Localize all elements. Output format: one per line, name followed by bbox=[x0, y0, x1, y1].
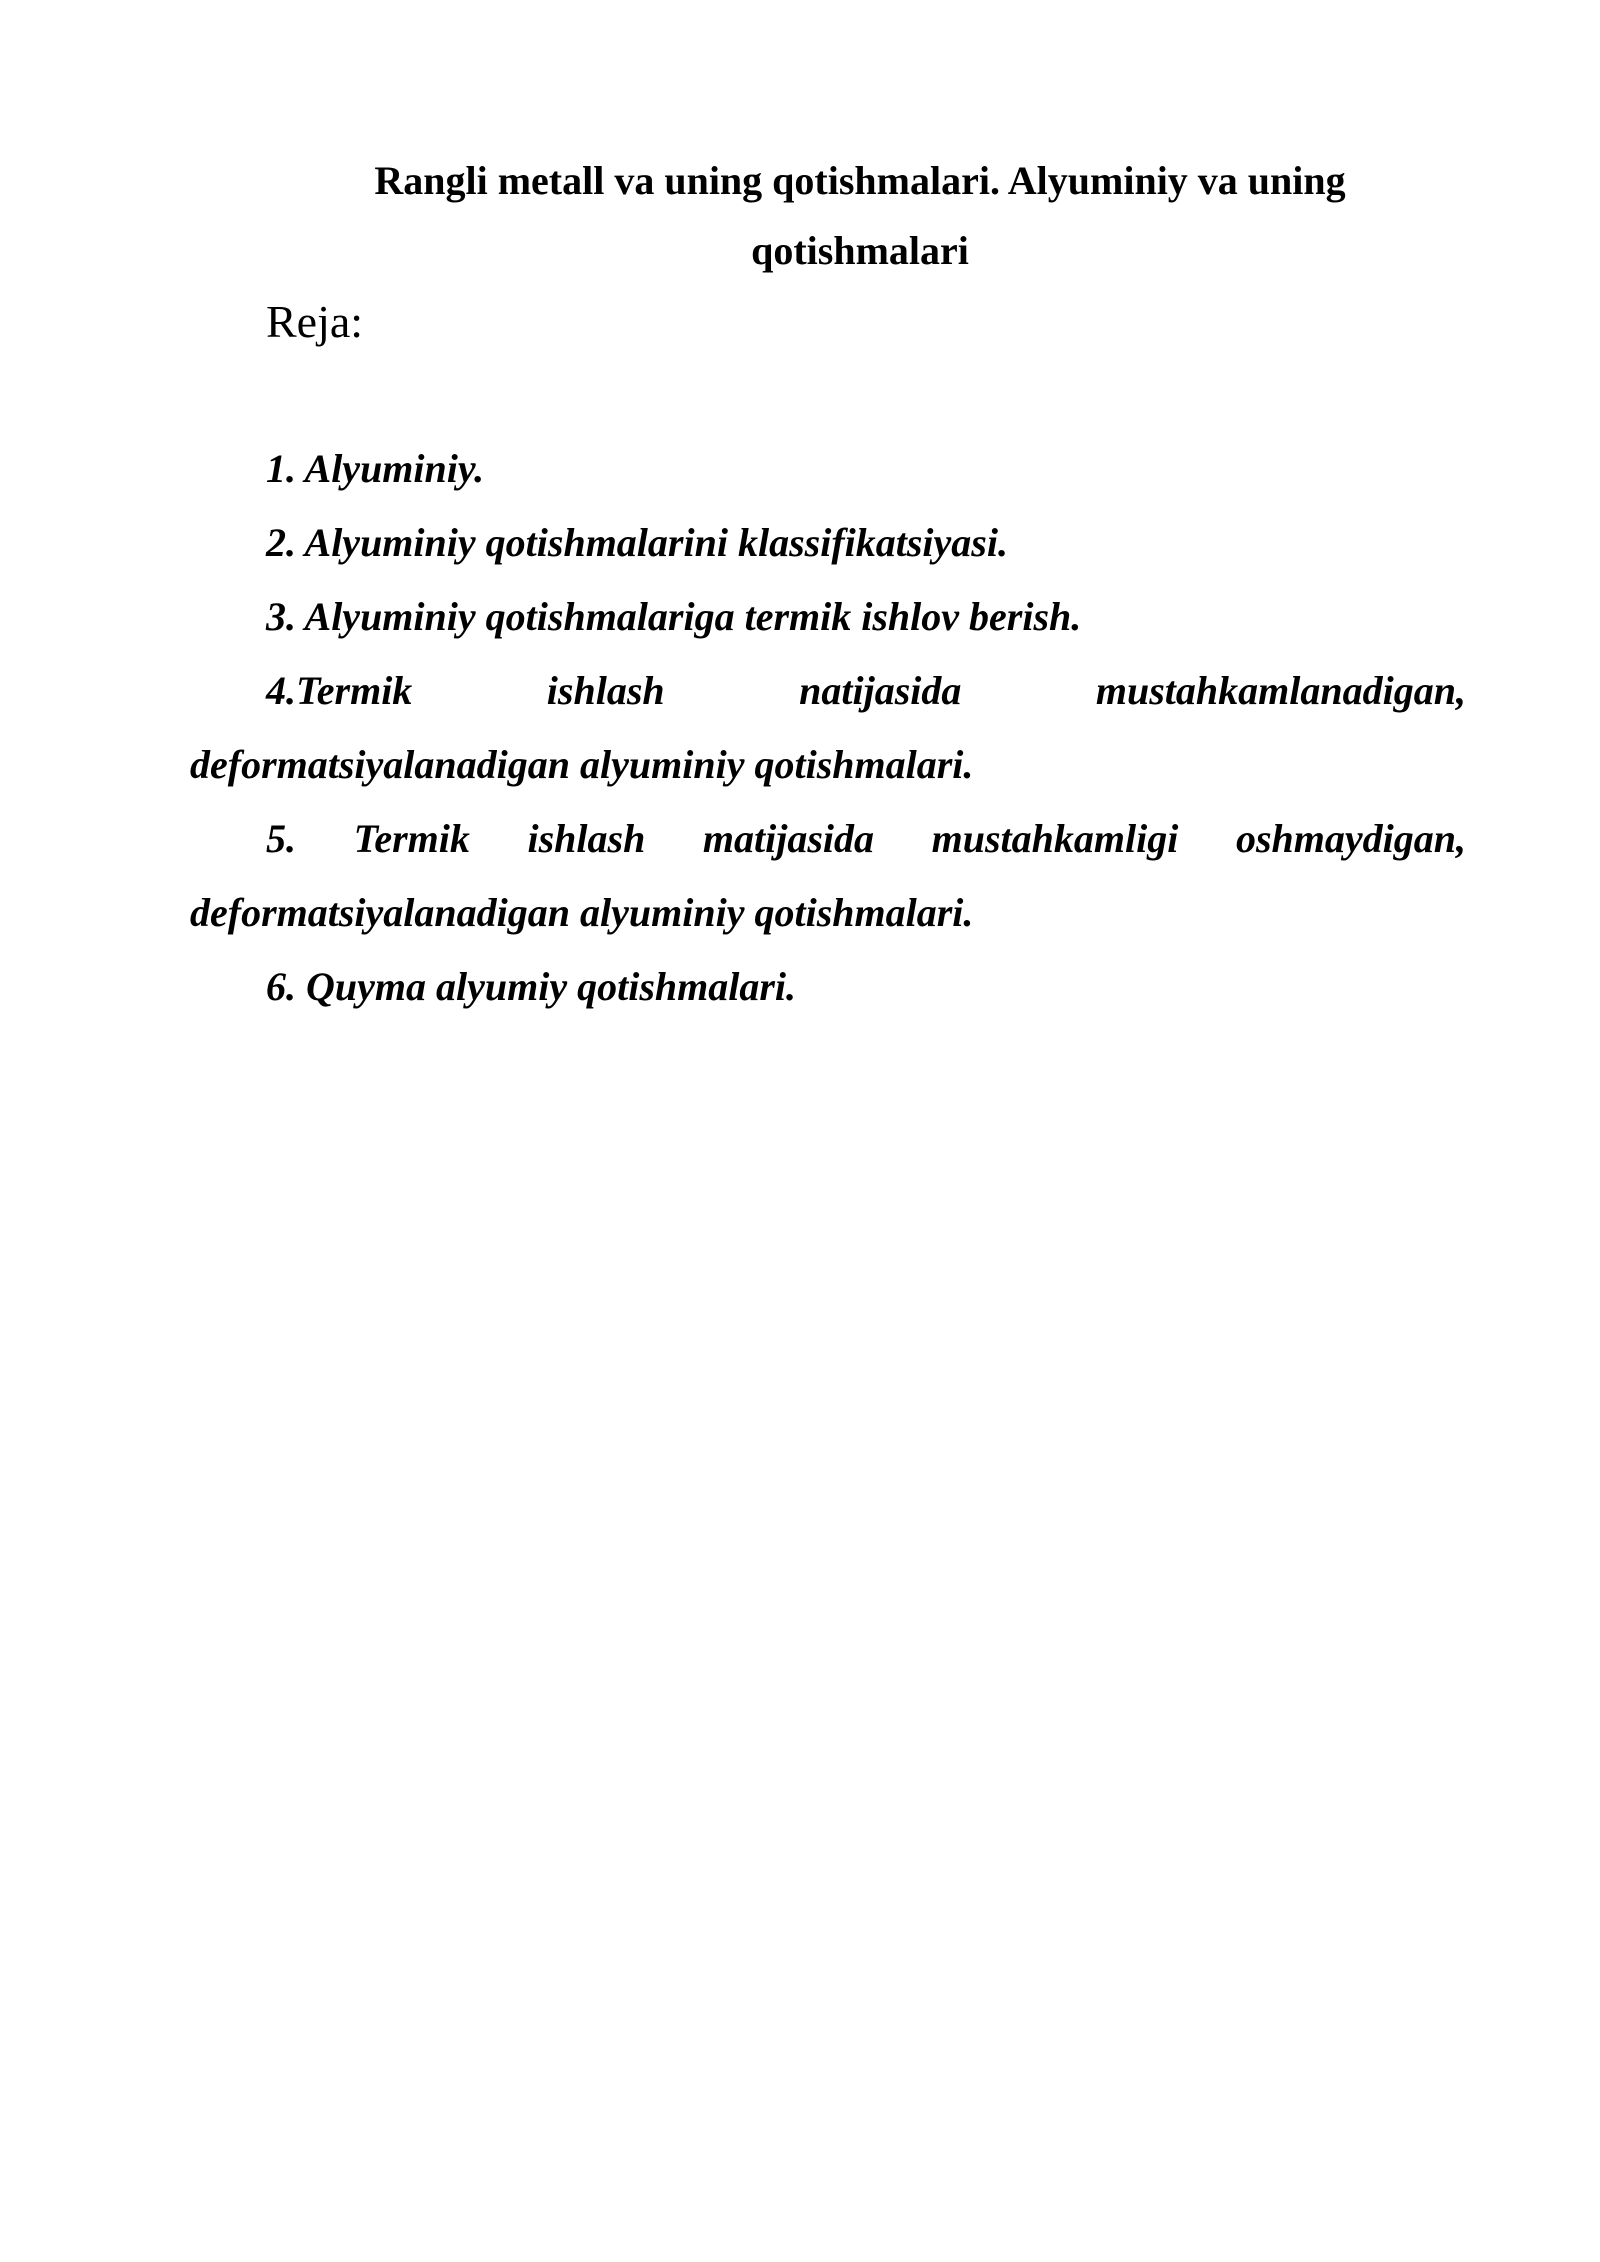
plan-item: 3. Alyuminiy qotishmalariga termik ishlov berish. bbox=[266, 594, 1082, 639]
plan-list bbox=[190, 432, 1466, 1024]
plan-item: 5. Termik ishlash matijasida mustahkamligi oshmaydigan, deformatsiyalanadigan alyuminiy qotishmalari. bbox=[190, 816, 1466, 935]
document-title: Rangli metall va uning qotishmalari. Alyuminiy va uning qotishmalari bbox=[374, 158, 1346, 273]
plan-item: 1. Alyuminiy. bbox=[266, 446, 485, 491]
plan-item: 2. Alyuminiy qotishmalarini klassifikatsiyasi. bbox=[266, 520, 1008, 565]
plan-heading: Reja: bbox=[266, 296, 364, 347]
plan-item: 6. Quyma alyumiy qotishmalari. bbox=[266, 964, 797, 1009]
plan-item: 4.Termik ishlash natijasida mustahkamlanadigan, deformatsiyalanadigan alyuminiy qotishmalari. bbox=[190, 668, 1466, 787]
